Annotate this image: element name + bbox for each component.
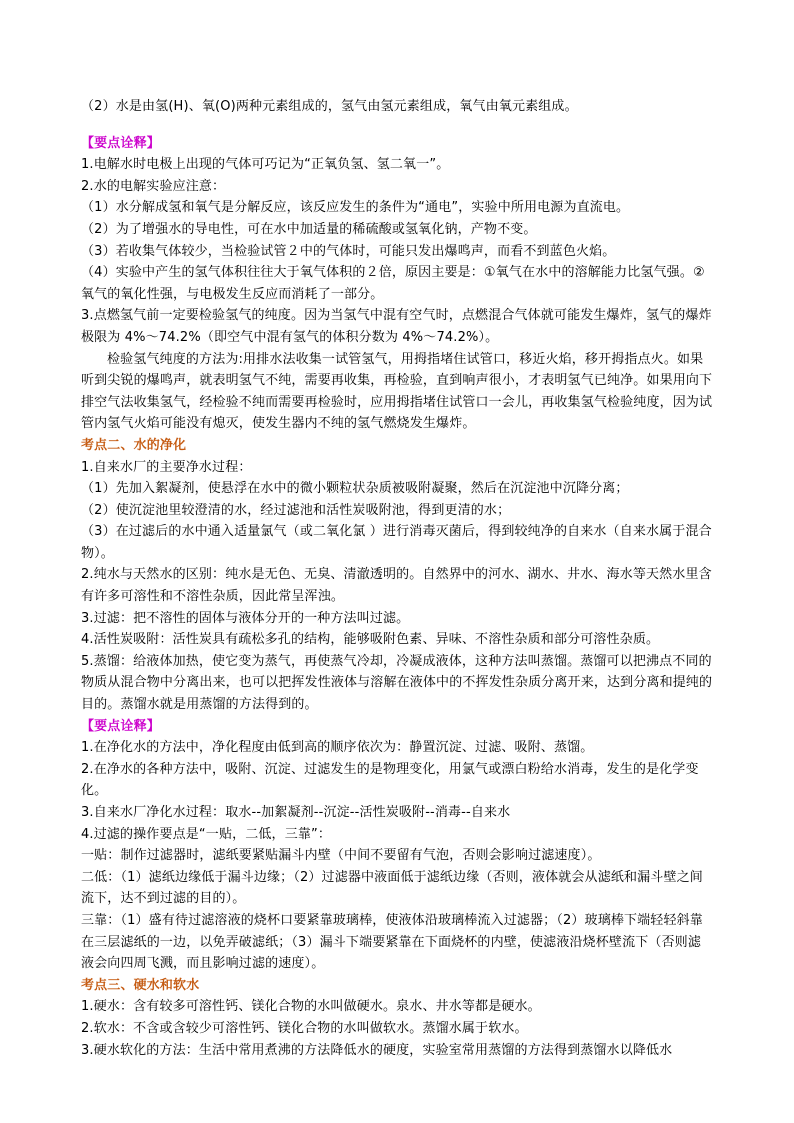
paragraph: 2.软水：不含或含较少可溶性钙、镁化合物的水叫做软水。蒸馏水属于软水。 — [81, 1020, 528, 1036]
paragraph: 2.水的电解实验应注意： — [81, 178, 226, 194]
paragraph: （2）使沉淀池里较澄清的水，经过滤池和活性炭吸附池，得到更清的水； — [81, 502, 511, 518]
paragraph: （1）先加入絮凝剂，使悬浮在水中的微小颗粒状杂质被吸附凝聚，然后在沉淀池中沉降分离； — [81, 481, 629, 497]
section-heading-hard-soft-water: 考点三、硬水和软水 — [81, 977, 200, 993]
paragraph: 1.自来水厂的主要净水过程： — [81, 459, 252, 475]
paragraph: 5.蒸馏：给液体加热，使它变为蒸气，再使蒸气冷却，冷凝成液体，这种方法叫蒸馏。蒸馏可以把沸点不同的物质从混合物中分离出来，也可以把挥发性液体与溶解在液体中的不挥发性杂质分离开来，达到分离和提纯的目的。蒸馏水就是用蒸馏的方法得到的。 — [81, 653, 713, 713]
paragraph: 4.过滤的操作要点是“一贴，二低，三靠”： — [81, 826, 332, 842]
paragraph: 一贴：制作过滤器时，滤纸要紧贴漏斗内壁（中间不要留有气泡，否则会影响过滤速度）。 — [81, 848, 601, 864]
paragraph: 检验氢气纯度的方法为:用排水法收集一试管氢气，用拇指堵住试管口，移近火焰，移开拇指点火。如果听到尖锐的爆鸣声，就表明氢气不纯，需要再收集，再检验，直到响声很小，才表明氢气已纯净。如果用向下排空气法收集氢气，经检验不纯而需要再检验时，应用拇指堵住试管口一会儿，再收集氢气检验纯度，因为试管内氢气火焰可能没有熄灭，使发生器内不纯的氢气燃烧发生爆炸。 — [81, 351, 713, 432]
paragraph: 1.在净化水的方法中，净化程度由低到高的顺序依次为：静置沉淀、过滤、吸附、蒸馏。 — [81, 740, 594, 756]
paragraph: 2.在净水的各种方法中，吸附、沉淀、过滤发生的是物理变化，用氯气或漂白粉给水消毒，发生的是化学变化。 — [81, 761, 699, 799]
spacer — [81, 118, 713, 133]
paragraph: 3.自来水厂净化水过程：取水--加絮凝剂--沉淀--活性炭吸附--消毒--自来水 — [81, 805, 511, 820]
paragraph: 1.电解水时电极上出现的气体可巧记为“正氧负氢、氢二氧一”。 — [81, 157, 450, 173]
paragraph: 3.硬水软化的方法：生活中常用煮沸的方法降低水的硬度，实验室常用蒸馏的方法得到蒸馏水以降低水 — [81, 1042, 673, 1058]
paragraph: 3.点燃氢气前一定要检验氢气的纯度。因为当氢气中混有空气时，点燃混合气体就可能发生爆炸，氢气的爆炸极限为 4%～74.2%（即空气中混有氢气的体积分数为 4%～74.2%）。 — [81, 308, 712, 345]
paragraph: 3.过滤：把不溶性的固体与液体分开的一种方法叫过滤。 — [81, 610, 410, 626]
paragraph: 2.纯水与天然水的区别：纯水是无色、无臭、清澈透明的。自然界中的河水、湖水、井水、海水等天然水里含有许多可溶性和不溶性杂质，因此常呈浑浊。 — [81, 567, 712, 605]
document-body — [81, 96, 713, 1061]
section-heading-key-points: 【要点诠释】 — [81, 135, 160, 151]
paragraph: （3）在过滤后的水中通入适量氯气（或二氧化氯 ）进行消毒灭菌后，得到较纯净的自来水（自来水属于混合物）。 — [81, 524, 712, 561]
paragraph: 二低：（1）滤纸边缘低于漏斗边缘；（2）过滤器中液面低于滤纸边缘（否则，液体就会从滤纸和漏斗壁之间流下，达不到过滤的目的）。 — [81, 869, 703, 907]
paragraph: （1）水分解成氢和氧气是分解反应，该反应发生的条件为“通电”，实验中所用电源为直流电。 — [81, 200, 630, 216]
paragraph: （4）实验中产生的氢气体积往往大于氧气体积的２倍，原因主要是：①氧气在水中的溶解能力比氢气强。②氧气的氧化性强，与电极发生反应而消耗了一部分。 — [81, 265, 705, 302]
paragraph: （2）为了增强水的导电性，可在水中加适量的稀硫酸或氢氧化钠，产物不变。 — [81, 221, 537, 237]
paragraph: 三靠：（1）盛有待过滤溶液的烧杯口要紧靠玻璃棒，使液体沿玻璃棒流入过滤器；（2）玻璃棒下端轻轻斜靠在三层滤纸的一边，以免弄破滤纸；（3）漏斗下端要紧靠在下面烧杯的内壁，使滤液沿烧杯壁流下（否则滤液会向四周飞溅，而且影响过滤的速度）。 — [81, 912, 703, 972]
paragraph: 1.硬水：含有较多可溶性钙、镁化合物的水叫做硬水。泉水、井水等都是硬水。 — [81, 999, 541, 1015]
section-heading-water-purification: 考点二、水的净化 — [81, 437, 187, 453]
paragraph: （3）若收集气体较少，当检验试管２中的气体时，可能只发出爆鸣声，而看不到蓝色火焰。 — [81, 243, 616, 259]
paragraph: （2）水是由氢(H)、氧(O)两种元素组成的，氢气由氢元素组成，氧气由氧元素组成。 — [81, 99, 578, 114]
section-heading-key-points: 【要点诠释】 — [81, 718, 160, 734]
paragraph: 4.活性炭吸附：活性炭具有疏松多孔的结构，能够吸附色素、异味、不溶性杂质和部分可溶性杂质。 — [81, 632, 660, 648]
